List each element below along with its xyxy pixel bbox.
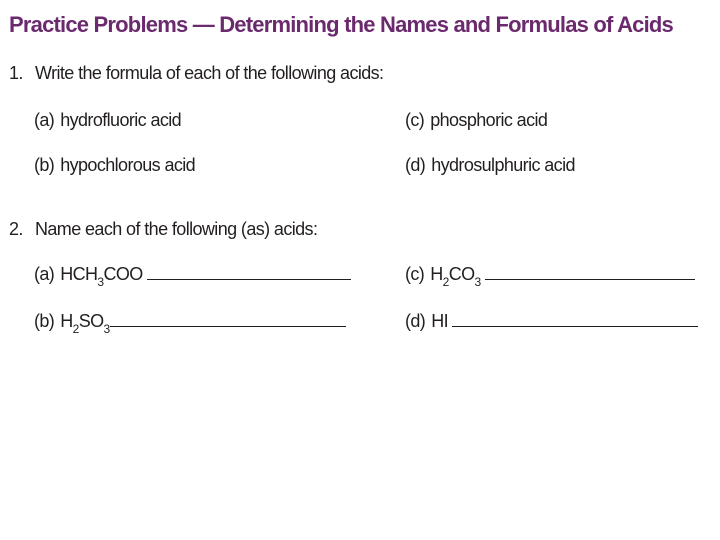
item-label: (d) xyxy=(405,155,426,175)
answer-blank[interactable] xyxy=(147,265,351,280)
q2-item-b xyxy=(34,311,346,336)
item-text: hydrofluoric acid xyxy=(60,110,182,130)
question-number: 1. xyxy=(9,63,23,83)
item-label: (c) xyxy=(405,264,425,284)
page-title: Practice Problems — Determining the Names and Formulas of Acids xyxy=(9,12,673,37)
item-label: (d) xyxy=(405,311,426,331)
item-label: (b) xyxy=(34,155,55,175)
formula: $H_2SO_3$ xyxy=(60,311,110,336)
formula: $H_2CO_3$ xyxy=(430,264,481,289)
item-label: (a) xyxy=(34,264,55,284)
q2-item-d xyxy=(405,311,698,332)
q2-item-c xyxy=(405,264,695,289)
item-label: (b) xyxy=(34,311,55,331)
q2-item-a xyxy=(34,264,351,289)
formula: HI xyxy=(431,311,449,331)
q1-item-a xyxy=(34,110,181,131)
q1-item-d xyxy=(405,155,575,176)
formula: $HCH_3COO$ xyxy=(60,264,143,289)
question-2 xyxy=(9,219,317,240)
q1-item-b xyxy=(34,155,195,176)
item-text: hypochlorous acid xyxy=(60,155,196,175)
answer-blank[interactable] xyxy=(110,312,346,327)
item-text: hydrosulphuric acid xyxy=(431,155,575,175)
question-number: 2. xyxy=(9,219,23,239)
question-text: Name each of the following (as) acids: xyxy=(35,219,318,239)
item-label: (c) xyxy=(405,110,425,130)
answer-blank[interactable] xyxy=(485,265,695,280)
item-label: (a) xyxy=(34,110,55,130)
question-1 xyxy=(9,63,383,84)
question-text: Write the formula of each of the following acids: xyxy=(35,63,384,83)
answer-blank[interactable] xyxy=(452,312,698,327)
q1-item-c xyxy=(405,110,547,131)
item-text: phosphoric acid xyxy=(430,110,548,130)
